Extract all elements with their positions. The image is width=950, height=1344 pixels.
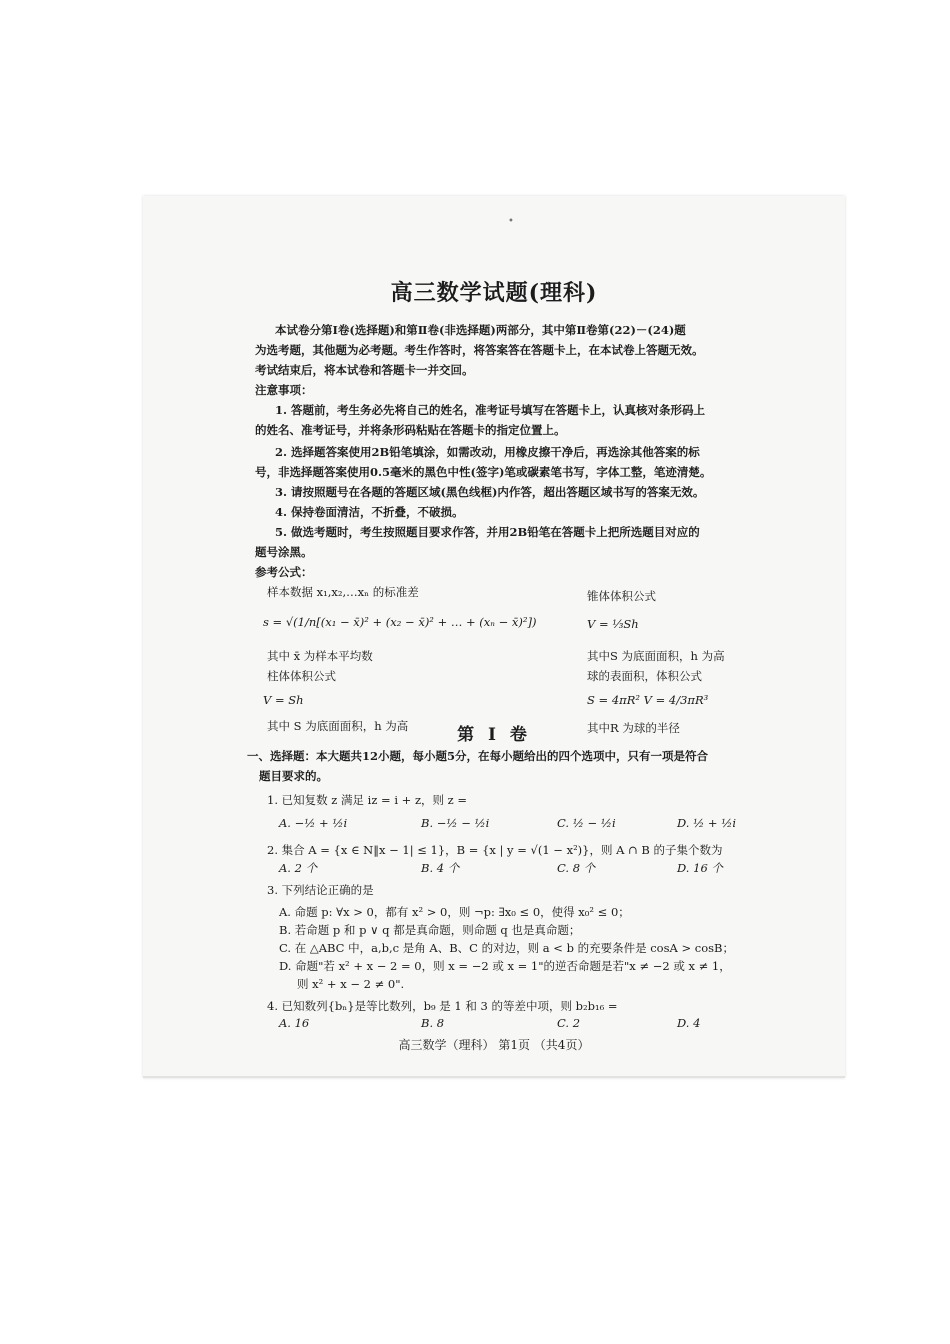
sphere-formula: S = 4πR² V = 4/3πR³ xyxy=(587,693,709,707)
q4-option-b: B. 8 xyxy=(421,1016,445,1030)
note-line-8: 题号涂黑。 xyxy=(255,545,313,559)
part1-line-2: 题目要求的。 xyxy=(259,769,328,783)
exam-title: 高三数学试题(理科) xyxy=(390,280,598,306)
part1-line-1: 一、选择题：本大题共12小题，每小题5分，在每小题给出的四个选项中，只有一项是符合 xyxy=(247,749,709,763)
q2-option-a: A. 2 个 xyxy=(279,861,318,875)
std-label: 样本数据 x₁,x₂,…xₙ 的标准差 xyxy=(267,585,419,599)
cone-note: 其中S 为底面面积，h 为高 xyxy=(587,649,725,663)
cone-label: 锥体体积公式 xyxy=(587,589,656,603)
std-formula: s = √(1/n[(x₁ − x̄)² + (x₂ − x̄)² + … + (xₙ − x̄)²]) xyxy=(263,615,537,629)
prism-formula: V = Sh xyxy=(263,693,304,707)
q2-option-c: C. 8 个 xyxy=(557,861,596,875)
q4-stem: 4. 已知数列{bₙ}是等比数列，b₉ 是 1 和 3 的等差中项，则 b₂b₁₆ = xyxy=(267,999,618,1013)
intro-line-2: 为选考题，其他题为必考题。考生作答时，将答案答在答题卡上，在本试卷上答题无效。 xyxy=(255,343,704,357)
q1-option-c: C. ½ − ½i xyxy=(557,816,616,830)
sphere-note: 其中R 为球的半径 xyxy=(587,721,680,735)
q4-option-c: C. 2 xyxy=(557,1016,581,1030)
intro-line-1: 本试卷分第Ⅰ卷(选择题)和第Ⅱ卷(非选择题)两部分，其中第Ⅱ卷第(22)－(24)题 xyxy=(275,323,686,337)
q3-option-d: D. 命题"若 x² + x − 2 = 0，则 x = −2 或 x = 1"的逆否命题是若"x ≠ −2 或 x ≠ 1， xyxy=(279,959,731,973)
cone-formula: V = ⅓Sh xyxy=(587,617,639,631)
q4-option-a: A. 16 xyxy=(279,1016,310,1030)
q3-option-d-cont: 则 x² + x − 2 ≠ 0". xyxy=(297,977,405,991)
note-line-5: 3. 请按照题号在各题的答题区域(黑色线框)内作答，超出答题区域书写的答案无效。 xyxy=(275,485,705,499)
q3-option-a: A. 命题 p: ∀x > 0，都有 x² > 0，则 ¬p: ∃x₀ ≤ 0，使得 x₀² ≤ 0； xyxy=(279,905,630,919)
scan-bottom-edge xyxy=(143,1076,845,1078)
note-line-3: 2. 选择题答案使用2B铅笔填涂，如需改动，用橡皮擦干净后，再选涂其他答案的标 xyxy=(275,445,700,459)
section-heading: 第 Ⅰ 卷 xyxy=(457,725,531,745)
scanned-exam-page xyxy=(143,196,845,1078)
q3-option-b: B. 若命题 p 和 p ∨ q 都是真命题，则命题 q 也是真命题； xyxy=(279,923,581,937)
q4-option-d: D. 4 xyxy=(677,1016,701,1030)
intro-line-3: 考试结束后，将本试卷和答题卡一并交回。 xyxy=(255,363,474,377)
q1-option-d: D. ½ + ½i xyxy=(677,816,737,830)
notes-heading: 注意事项： xyxy=(255,383,313,397)
note-line-4: 号，非选择题答案使用0.5毫米的黑色中性(签字)笔或碳素笔书写，字体工整，笔迹清楚。 xyxy=(255,465,712,479)
note-line-1: 1. 答题前，考生务必先将自己的姓名，准考证号填写在答题卡上，认真核对条形码上 xyxy=(275,403,706,417)
prism-note: 其中 S 为底面面积，h 为高 xyxy=(267,719,409,733)
q1-stem: 1. 已知复数 z 满足 iz = i + z，则 z = xyxy=(267,793,468,807)
mean-note: 其中 x̄ 为样本平均数 xyxy=(267,649,373,663)
q3-stem: 3. 下列结论正确的是 xyxy=(267,883,374,897)
q1-option-b: B. −½ − ½i xyxy=(421,816,490,830)
prism-label: 柱体体积公式 xyxy=(267,669,336,683)
sphere-label: 球的表面积，体积公式 xyxy=(587,669,702,683)
note-line-6: 4. 保持卷面清洁，不折叠，不破损。 xyxy=(275,505,464,519)
note-line-2: 的姓名、准考证号，并将条形码粘贴在答题卡的指定位置上。 xyxy=(255,423,566,437)
scan-speck: • xyxy=(508,216,514,227)
note-line-7: 5. 做选考题时，考生按照题目要求作答，并用2B铅笔在答题卡上把所选题目对应的 xyxy=(275,525,700,539)
q3-option-c: C. 在 △ABC 中，a,b,c 是角 A、B、C 的对边，则 a < b 的充要条件是 cosA > cosB； xyxy=(279,941,734,955)
q2-stem: 2. 集合 A = {x ∈ N‖x − 1| ≤ 1}，B = {x | y = √(1 − x²)}，则 A ∩ B 的子集个数为 xyxy=(267,843,723,857)
page-footer: 高三数学（理科） 第1页 （共4页） xyxy=(398,1038,590,1052)
formulas-heading: 参考公式： xyxy=(255,565,313,579)
q1-option-a: A. −½ + ½i xyxy=(279,816,348,830)
q2-option-d: D. 16 个 xyxy=(677,861,723,875)
q2-option-b: B. 4 个 xyxy=(421,861,460,875)
